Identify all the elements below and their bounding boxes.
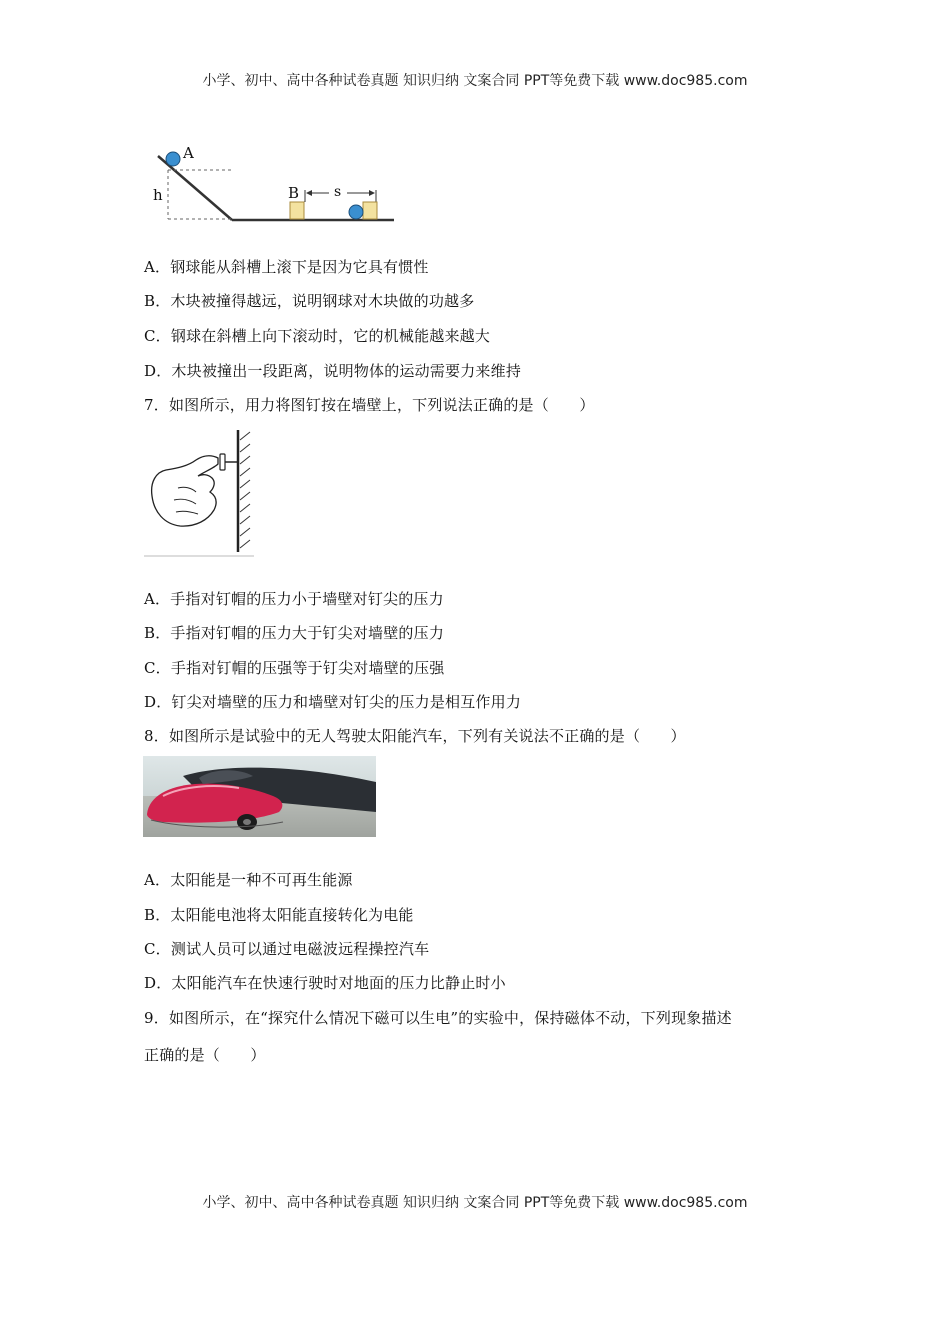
q8-option-b: B．太阳能电池将太阳能直接转化为电能 (144, 906, 414, 924)
q7-question: 7．如图所示，用力将图钉按在墙壁上，下列说法正确的是（ ） (144, 396, 595, 414)
solar-car-photo (143, 756, 376, 837)
q9-question-line2: 正确的是（ ） (144, 1046, 266, 1064)
ramp-figure (144, 140, 400, 224)
q6-option-c: C．钢球在斜槽上向下滚动时，它的机械能越来越大 (144, 327, 491, 345)
page-footer: 小学、初中、高中各种试卷真题 知识归纳 文案合同 PPT等免费下载 www.doc985.com (202, 1195, 748, 1211)
page-header: 小学、初中、高中各种试卷真题 知识归纳 文案合同 PPT等免费下载 www.doc985.com (202, 73, 748, 89)
wood-block-b (290, 202, 304, 219)
steel-ball-a (166, 152, 180, 166)
steel-ball-end (349, 205, 363, 219)
q7-option-c: C．手指对钉帽的压强等于钉尖对墙壁的压强 (144, 659, 445, 677)
tack-cap (220, 454, 225, 470)
q8-option-d: D．太阳能汽车在快速行驶时对地面的压力比静止时小 (144, 974, 506, 992)
q7-option-d: D．钉尖对墙壁的压力和墙壁对钉尖的压力是相互作用力 (144, 693, 522, 711)
q7-option-b: B．手指对钉帽的压力大于钉尖对墙壁的压力 (144, 624, 445, 642)
label-a: A (183, 144, 194, 162)
q6-option-a: A．钢球能从斜槽上滚下是因为它具有惯性 (144, 258, 429, 276)
q6-option-d: D．木块被撞出一段距离，说明物体的运动需要力来维持 (144, 362, 522, 380)
q8-question: 8．如图所示是试验中的无人驾驶太阳能汽车，下列有关说法不正确的是（ ） (144, 727, 686, 745)
wood-block-end (363, 202, 377, 219)
q7-option-a: A．手指对钉帽的压力小于墙壁对钉尖的压力 (144, 590, 444, 608)
q8-option-a: A．太阳能是一种不可再生能源 (144, 871, 353, 889)
q6-option-b: B．木块被撞得越远，说明钢球对木块做的功越多 (144, 292, 475, 310)
label-s: s (334, 184, 342, 200)
hand-icon (152, 456, 218, 526)
q9-question-line1: 9．如图所示，在“探究什么情况下磁可以生电”的实验中，保持磁体不动，下列现象描述 (144, 1009, 732, 1027)
q8-option-c: C．测试人员可以通过电磁波远程操控汽车 (144, 940, 430, 958)
thumbtack-figure (144, 426, 256, 558)
label-b: B (288, 184, 300, 202)
label-h: h (153, 186, 163, 204)
